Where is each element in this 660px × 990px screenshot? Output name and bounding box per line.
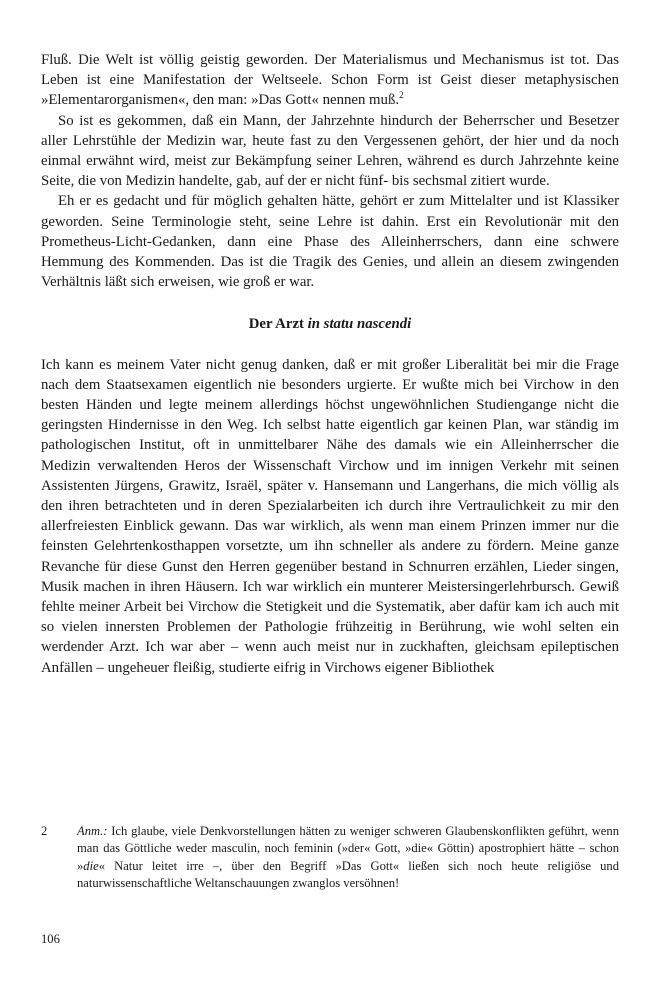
- paragraph-continued: [41, 50, 619, 111]
- footnote-label: Anm.:: [77, 824, 108, 838]
- footnote-text-part: « Natur leitet irre –, über den Begriff »Das Gott« ließen sich noch heute religiöse und naturwissenschaftliche Weltanschauungen zwanglos versöhnen!: [77, 858, 619, 890]
- footnote-italic-word: die: [83, 858, 99, 873]
- section-heading: [41, 314, 619, 334]
- heading-plain: Der Arzt: [248, 316, 304, 333]
- footnote-text-part: Ich glaube, viele Denkvorstellungen hätten zu weniger schweren Glaubenskonflikten geführt, wenn man das Göttliche weder masculin, noch feminin (»der« Gott, »die« Göttin) apostrophiert hätte – schon »: [77, 824, 619, 873]
- paragraph: Eh er es gedacht und für möglich gehalten hätte, gehört er zum Mittelalter und ist Klassiker geworden. Seine Terminologie steht, seine Lehre ist dahin. Erst ein Revolutionär mit den Prometheus-Licht-Gedanken, dann eine Phase des Alleinherrschers, dann eine schwere Hemmung des Kommenden. Das ist die Tragik des Genies, und allein an diesem zwingenden Verhältnis läßt sich erweisen, wie groß er war.: [41, 193, 619, 291]
- footnote: [41, 823, 619, 892]
- paragraph-text: Fluß. Die Welt ist völlig geistig geworden. Der Materialismus und Mechanismus ist tot. Das Leben ist eine Manifestation der Weltseele. Schon Form ist Geist dieser metaphysischen »Elementarorganismen«, den man: »Das Gott« nennen muß.: [41, 52, 619, 109]
- heading-italic: in statu nascendi: [307, 316, 412, 333]
- page-number: 106: [41, 932, 60, 946]
- paragraph: So ist es gekommen, daß ein Mann, der Jahrzehnte hindurch der Beherrscher und Besetzer aller Lehrstühle der Medizin war, heute fast zu den Vergessenen gehört, der hier und da noch einmal erwähnt wird, meist zur Bekämpfung seiner Lehren, während es durch Jahrzehnte keine Seite, die von Medizin handelte, gab, auf der er nicht fünf- bis sechsmal zitiert wurde.: [41, 112, 619, 190]
- footnote-reference[interactable]: 2: [399, 90, 404, 101]
- footnote-text: [77, 823, 619, 892]
- paragraph: Ich kann es meinem Vater nicht genug danken, daß er mit großer Liberalität bei mir die Frage nach dem Staatsexamen eigentlich nie besonders urgierte. Er wußte mich bei Virchow in den besten Händen und legte meinem allerdings höchst ungewöhnlichen Studiengange nicht die geringsten Hindernisse in den Weg. Ich selbst hatte eigentlich gar keinen Plan, war ständig im pathologischen Institut, oft in unmittelbarer Nähe des damals wie ein Alleinherrscher die Medizin verwaltenden Heros der Wissenschaft Virchow und im innigen Verkehr mit seinen Assistenten Jürgens, Grawitz, Israël, später v. Hansemann und Langerhans, die mich völlig als den ihren betrachteten und in deren Spezialarbeiten ich durch ihre Vertraulichkeit zu mir den allerfreiesten Einblick gewann. Das war wirklich, als wenn man einem Prinzen immer nur die feinsten Gelehrtenkosthappen vorsetzte, um ihn schneller als andere zu fördern. Meine ganze Revanche für diese Gunst den Herren gegenüber bestand in Schnurren erzählen, Lieder singen, Musik machen in ihren Häusern. Ich war wirklich ein munterer Meistersingerlehrbursch. Gewiß fehlte meiner Arbeit bei Virchow die Stetigkeit und die Systematik, aber dafür kam ich auch mit so vielen innersten Problemen der Pathologie frühzeitig in Berührung, wie wohl selten ein werdender Arzt. Ich war aber – wenn auch meist nur in zuckhaften, gleichsam epileptischen Anfällen – ungeheuer fleißig, studierte eifrig in Virchows eigener Bibliothek: [41, 356, 619, 676]
- footnote-number: 2: [41, 824, 48, 838]
- main-text: [41, 50, 619, 678]
